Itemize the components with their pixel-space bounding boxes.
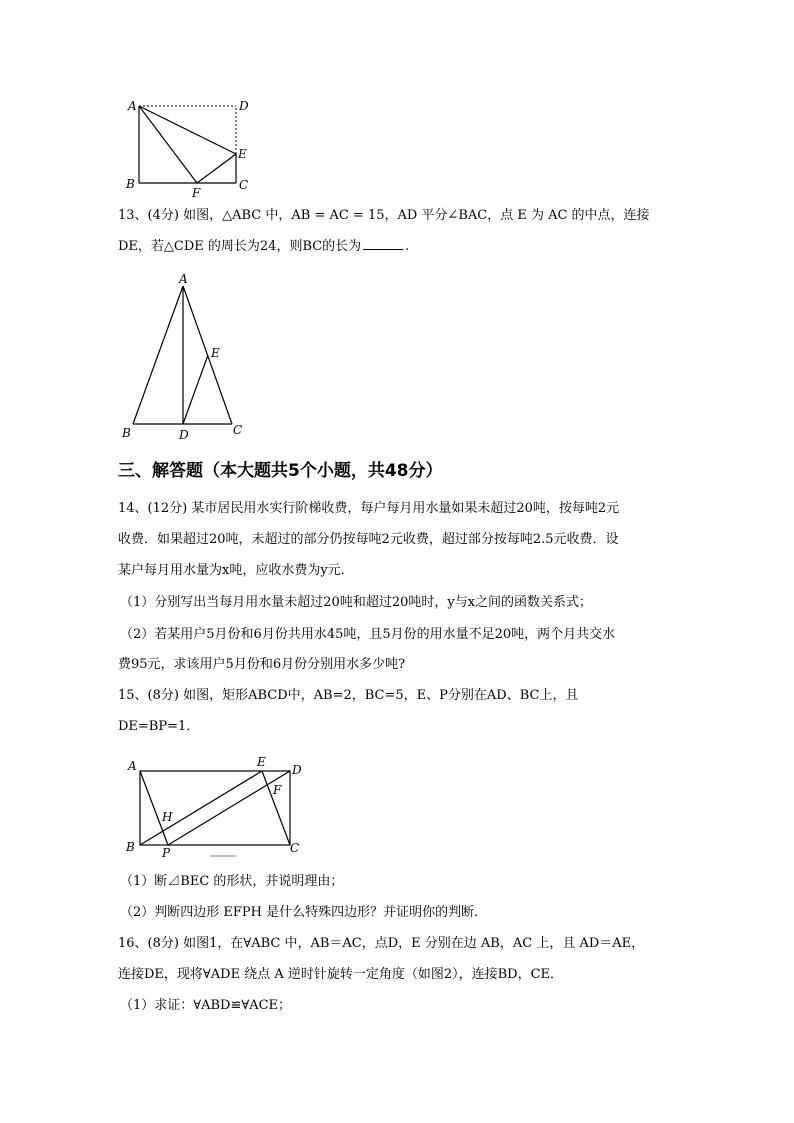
label-d: D bbox=[239, 99, 249, 113]
q13-line2 bbox=[118, 238, 409, 256]
label-p: P bbox=[162, 846, 171, 860]
q15-sub2: （2）判断四边形 EFPH 是什么特殊四边形？并证明你的判断． bbox=[120, 905, 488, 920]
q16-line1: 16、(8分) 如图1，在∀ABC 中，AB＝AC，点D，E 分别在边 AB，AC 上，且 AD＝AE， bbox=[118, 936, 645, 951]
q13-line1: 13、(4分) 如图，△ABC 中，AB = AC = 15，AD 平分∠BAC，点 E 为 AC 的中点，连接 bbox=[118, 208, 650, 223]
label-a: A bbox=[128, 99, 137, 113]
q15-line2: DE=BP=1． bbox=[118, 719, 200, 734]
answer-blank bbox=[363, 249, 403, 250]
label-b: B bbox=[126, 177, 135, 191]
segment-pd bbox=[168, 771, 290, 845]
segment-de bbox=[183, 355, 208, 424]
figure-rectangle-abcd bbox=[118, 752, 318, 860]
segment-af bbox=[139, 106, 197, 183]
q14-line2: 收费．如果超过20吨，未超过的部分仍按每吨2元收费，超过部分按每吨2.5元收费．设 bbox=[118, 532, 619, 547]
rectangle-abcd bbox=[140, 771, 290, 845]
segment-ef bbox=[197, 154, 236, 183]
label-f: F bbox=[192, 186, 201, 200]
label-d: D bbox=[179, 428, 189, 442]
label-f: F bbox=[273, 783, 282, 797]
q15-line1: 15、(8分) 如图，矩形ABCD中，AB=2，BC=5，E、P分别在AD、BC上，且 bbox=[118, 688, 579, 703]
figure-triangle-abc bbox=[116, 272, 256, 444]
label-h: H bbox=[162, 810, 173, 824]
label-c: C bbox=[233, 423, 243, 437]
q14-sub1: （1）分别写出当每月用水量未超过20吨和超过20吨时，y与x之间的函数关系式； bbox=[120, 595, 593, 610]
q14-line3: 某户每月用水量为x吨，应收水费为y元． bbox=[118, 563, 354, 578]
q16-line2: 连接DE，现将∀ADE 绕点 A 逆时针旋转一定角度（如图2），连接BD，CE． bbox=[118, 967, 564, 982]
label-a: A bbox=[179, 272, 188, 286]
q14-line1: 14、(12分) 某市居民用水实行阶梯收费，每户每月用水量如果未超过20吨，按每吨2元 bbox=[118, 501, 620, 516]
edge-ab bbox=[133, 286, 183, 424]
q16-sub1: （1）求证：∀ABD≌∀ACE； bbox=[120, 998, 292, 1013]
q14-sub2-line2: 费95元，求该用户5月份和6月份分别用水多少吨? bbox=[118, 657, 406, 672]
label-e: E bbox=[211, 346, 220, 360]
q13-line2-end: . bbox=[405, 239, 410, 254]
label-e: E bbox=[238, 147, 247, 161]
label-a: A bbox=[128, 759, 137, 773]
label-b: B bbox=[126, 840, 135, 854]
segment-ae bbox=[139, 106, 236, 154]
figure-square-aef bbox=[118, 94, 258, 200]
label-e: E bbox=[257, 755, 266, 769]
q15-sub1: （1）断⊿BEC 的形状，并说明理由； bbox=[120, 874, 344, 889]
label-b: B bbox=[122, 426, 131, 440]
segment-ap bbox=[140, 771, 168, 845]
section-heading: 三、解答题（本大题共5个小题，共48分） bbox=[118, 461, 443, 481]
label-c: C bbox=[290, 841, 300, 855]
q13-line2-text: DE，若△CDE 的周长为24，则BC的长为 bbox=[118, 239, 362, 254]
q14-sub2-line1: （2）若某用户5月份和6月份共用水45吨，且5月份的用水量不足20吨，两个月共交水 bbox=[120, 627, 616, 642]
segment-be bbox=[140, 771, 262, 845]
label-c: C bbox=[239, 178, 249, 192]
label-d: D bbox=[292, 763, 302, 777]
